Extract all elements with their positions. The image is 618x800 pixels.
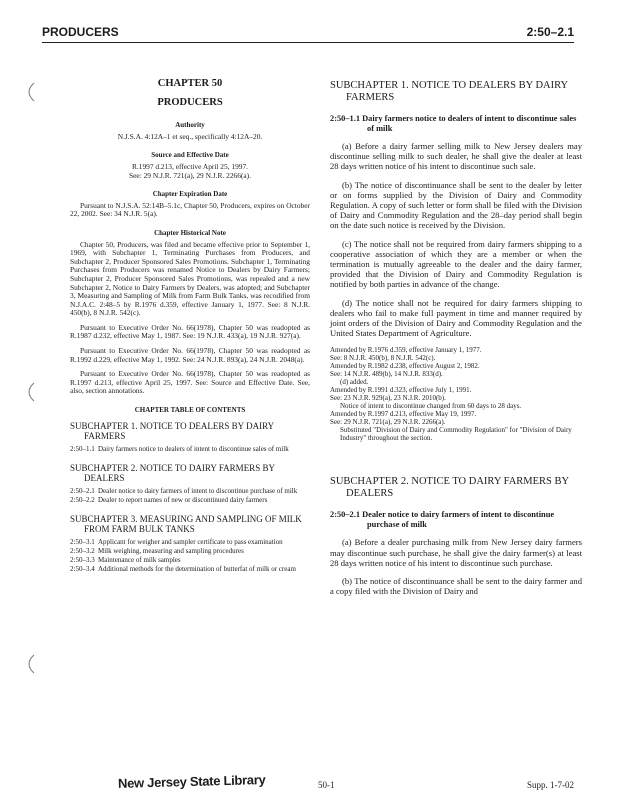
amendment-line: See: 23 N.J.R. 929(a), 23 N.J.R. 2010(b).	[330, 394, 446, 403]
toc-section-title: Applicant for weigher and sampler certificate to pass examination	[98, 537, 283, 546]
header-section-number: 2:50–2.1	[526, 25, 574, 39]
toc-entry	[70, 487, 310, 495]
section-paragraph: (b) The notice of discontinuance shall be sent to the dairy farmer and a copy filed with the Division of Dairy and	[330, 576, 582, 597]
amendment-line: (d) added.	[340, 378, 369, 387]
toc-section-title: Dealer notice to dairy farmers of intent to discontinue purchase of milk	[98, 486, 298, 495]
section-heading: 2:50–1.1 Dairy farmers notice to dealers of intent to discontinue sales of milk	[330, 114, 577, 133]
toc-section-title: Milk weighing, measuring and sampling procedures	[98, 546, 244, 555]
right-column	[330, 80, 582, 604]
amendment-line: Amended by R.1976 d.359, effective January 1, 1977.	[330, 346, 482, 355]
amendment-line: See: 29 N.J.R. 721(a), 29 N.J.R. 2266(a).	[330, 418, 446, 427]
punch-hole-mark	[22, 382, 38, 402]
amendment-line: Substituted "Division of Dairy and Commodity Regulation" for "Division of Dairy Industry" throughout the section.	[340, 426, 572, 443]
toc-entry	[70, 547, 310, 555]
toc-section-title: Additional methods for the determination of butterfat of milk or cream	[98, 564, 296, 573]
authority-heading: Authority	[175, 121, 205, 130]
section-paragraph: (d) The notice shall not be required for dairy farmers shipping to dealers who fail to make full payment in time and manner required by joint orders of the Division of Dairy and Commodity Regulation and the United States Department of Agriculture.	[330, 297, 582, 339]
table-of-contents-heading: CHAPTER TABLE OF CONTENTS	[134, 406, 246, 415]
amendment-line: See: 8 N.J.R. 450(b), 8 N.J.R. 542(c).	[330, 354, 436, 363]
section-heading: 2:50–2.1 Dealer notice to dairy farmers of intent to discontinue purchase of milk	[330, 510, 555, 530]
toc-section-number: 2:50–3.1	[70, 537, 95, 546]
subchapter-heading: SUBCHAPTER 1. NOTICE TO DEALERS BY DAIRY FARMERS	[330, 80, 568, 103]
source-heading: Source and Effective Date	[151, 151, 229, 160]
historical-note-paragraph: Pursuant to Executive Order No. 66(1978), Chapter 50 was readopted as R.1987 d.232, effective May 1, 1987. See: 19 N.J.R. 433(a), 19 N.J.R. 927(a).	[70, 322, 310, 341]
amendment-line: Amended by R.1997 d.213, effective May 19, 1997.	[330, 410, 477, 419]
supplement-date: Supp. 1-7-02	[527, 780, 574, 790]
toc-subchapter: SUBCHAPTER 1. NOTICE TO DEALERS BY DAIRY FARMERS	[70, 420, 274, 441]
amendment-line: Notice of intent to discontinue changed from 60 days to 28 days.	[340, 402, 522, 411]
page-number: 50-1	[318, 780, 335, 790]
historical-note-heading: Chapter Historical Note	[154, 228, 226, 237]
toc-subchapter: SUBCHAPTER 3. MEASURING AND SAMPLING OF MILK FROM FARM BULK TANKS	[70, 513, 302, 534]
header-title: PRODUCERS	[42, 25, 119, 39]
toc-section-number: 2:50–2.1	[70, 486, 95, 495]
expiration-heading: Chapter Expiration Date	[152, 190, 228, 199]
toc-section-number: 2:50–3.3	[70, 555, 95, 564]
expiration-text: Pursuant to N.J.S.A. 52:14B–5.1c, Chapter 50, Producers, expires on October 22, 2002. See: 34 N.J.R. 5(a).	[70, 200, 310, 219]
section-paragraph: (b) The notice of discontinuance shall be sent to the dealer by letter or on forms supplied by the Division of Dairy and Commodity Regulation. A copy of such letter or form shall be filed with the Division of Dairy and Commodity Regulation and the 28–day period shall begin on the date such notice is received by the Division.	[330, 179, 582, 231]
source-line: R.1997 d.213, effective April 25, 1997.	[131, 161, 249, 171]
toc-section-number: 2:50–1.1	[70, 444, 95, 453]
chapter-number: CHAPTER 50	[157, 78, 223, 89]
chapter-title: PRODUCERS	[157, 96, 223, 108]
toc-entry	[70, 496, 310, 504]
toc-section-number: 2:50–3.4	[70, 564, 95, 573]
running-header	[42, 22, 574, 43]
subchapter-heading: SUBCHAPTER 2. NOTICE TO DAIRY FARMERS BY DEALERS	[330, 476, 569, 500]
historical-note-paragraph: Pursuant to Executive Order No. 66(1978), Chapter 50 was readopted as R.1997 d.213, effective April 25, 1997. See: Source and Effective Date. See, also, section annotations.	[70, 369, 310, 396]
toc-section-number: 2:50–3.2	[70, 546, 95, 555]
toc-entry	[70, 565, 310, 573]
section-paragraph: (c) The notice shall not be required from dairy farmers shipping to a cooperative association of which they are a member or when the termination is mutually agreeable to the dealer and the dairy farmer, provided that the Division of Dairy and Commodity Regulation is notified by both parties in advance of the change.	[330, 238, 582, 290]
section-paragraph: (a) Before a dealer purchasing milk from New Jersey dairy farmers may discontinue such purchase, he shall give the dairy farmer(s) at least 28 days written notice of his intent to discontinue such purchase.	[330, 537, 582, 568]
punch-hole-mark	[22, 654, 38, 674]
amendment-line: Amended by R.1991 d.323, effective July 1, 1991.	[330, 386, 472, 395]
library-stamp: New Jersey State Library	[117, 772, 266, 791]
toc-entry	[70, 445, 310, 453]
toc-section-title: Maintenance of milk samples	[98, 555, 181, 564]
historical-note-paragraph: Chapter 50, Producers, was filed and became effective prior to September 1, 1969, with Subchapter 1, Terminating Purchases from Producers, and Subchapter 2, Producer Sponsored Sales Promotions. Subchapter 1, Terminating Purchases from Producers was renamed Notice to Dealers by Dairy Farmers; Subchapter 2, Producer Sponsored Sales Promotions, was repealed and a new Subchapter 2, Notice to Dairy Farmers by Dealers, was adopted; and Subchapter 3, Measuring and Sampling of Milk from Farm Bulk Tanks, was recodified from N.J.A.C. 2:48–5 by R.1976 d.359, effective January 1, 1977. See: 8 N.J.R. 450(b), 8 N.J.R. 542(c).	[70, 239, 310, 318]
section-paragraph: (a) Before a dairy farmer selling milk to New Jersey dealers may discontinue selling milk to such dealer, he shall give the dealer at least 28 days written notice of his intent to discontinue such sale.	[330, 141, 582, 172]
source-see-line: See: 29 N.J.R. 721(a), 29 N.J.R. 2266(a).	[129, 170, 251, 180]
punch-hole-mark	[22, 82, 38, 102]
toc-section-number: 2:50–2.2	[70, 495, 95, 504]
toc-entry	[70, 556, 310, 564]
historical-note-paragraph: Pursuant to Executive Order No. 66(1978), Chapter 50 was readopted as R.1992 d.229, effective May 1, 1992. See: 24 N.J.R. 893(a), 24 N.J.R. 2048(a).	[70, 346, 310, 364]
amendment-line: Amended by R.1982 d.238, effective August 2, 1982.	[330, 362, 480, 371]
amendment-line: See: 14 N.J.R. 489(b), 14 N.J.R. 833(d).	[330, 370, 443, 379]
left-column	[70, 80, 310, 574]
toc-section-title: Dairy farmers notice to dealers of intent to discontinue sales of milk	[98, 444, 289, 453]
toc-subchapter: SUBCHAPTER 2. NOTICE TO DAIRY FARMERS BY DEALERS	[70, 462, 275, 483]
amendment-history	[330, 346, 582, 442]
toc-entry	[70, 538, 310, 546]
toc-section-title: Dealer to report names of new or discontinued dairy farmers	[98, 495, 268, 504]
authority-text: N.J.S.A. 4:12A–1 et seq., specifically 4:12A–20.	[117, 131, 263, 141]
